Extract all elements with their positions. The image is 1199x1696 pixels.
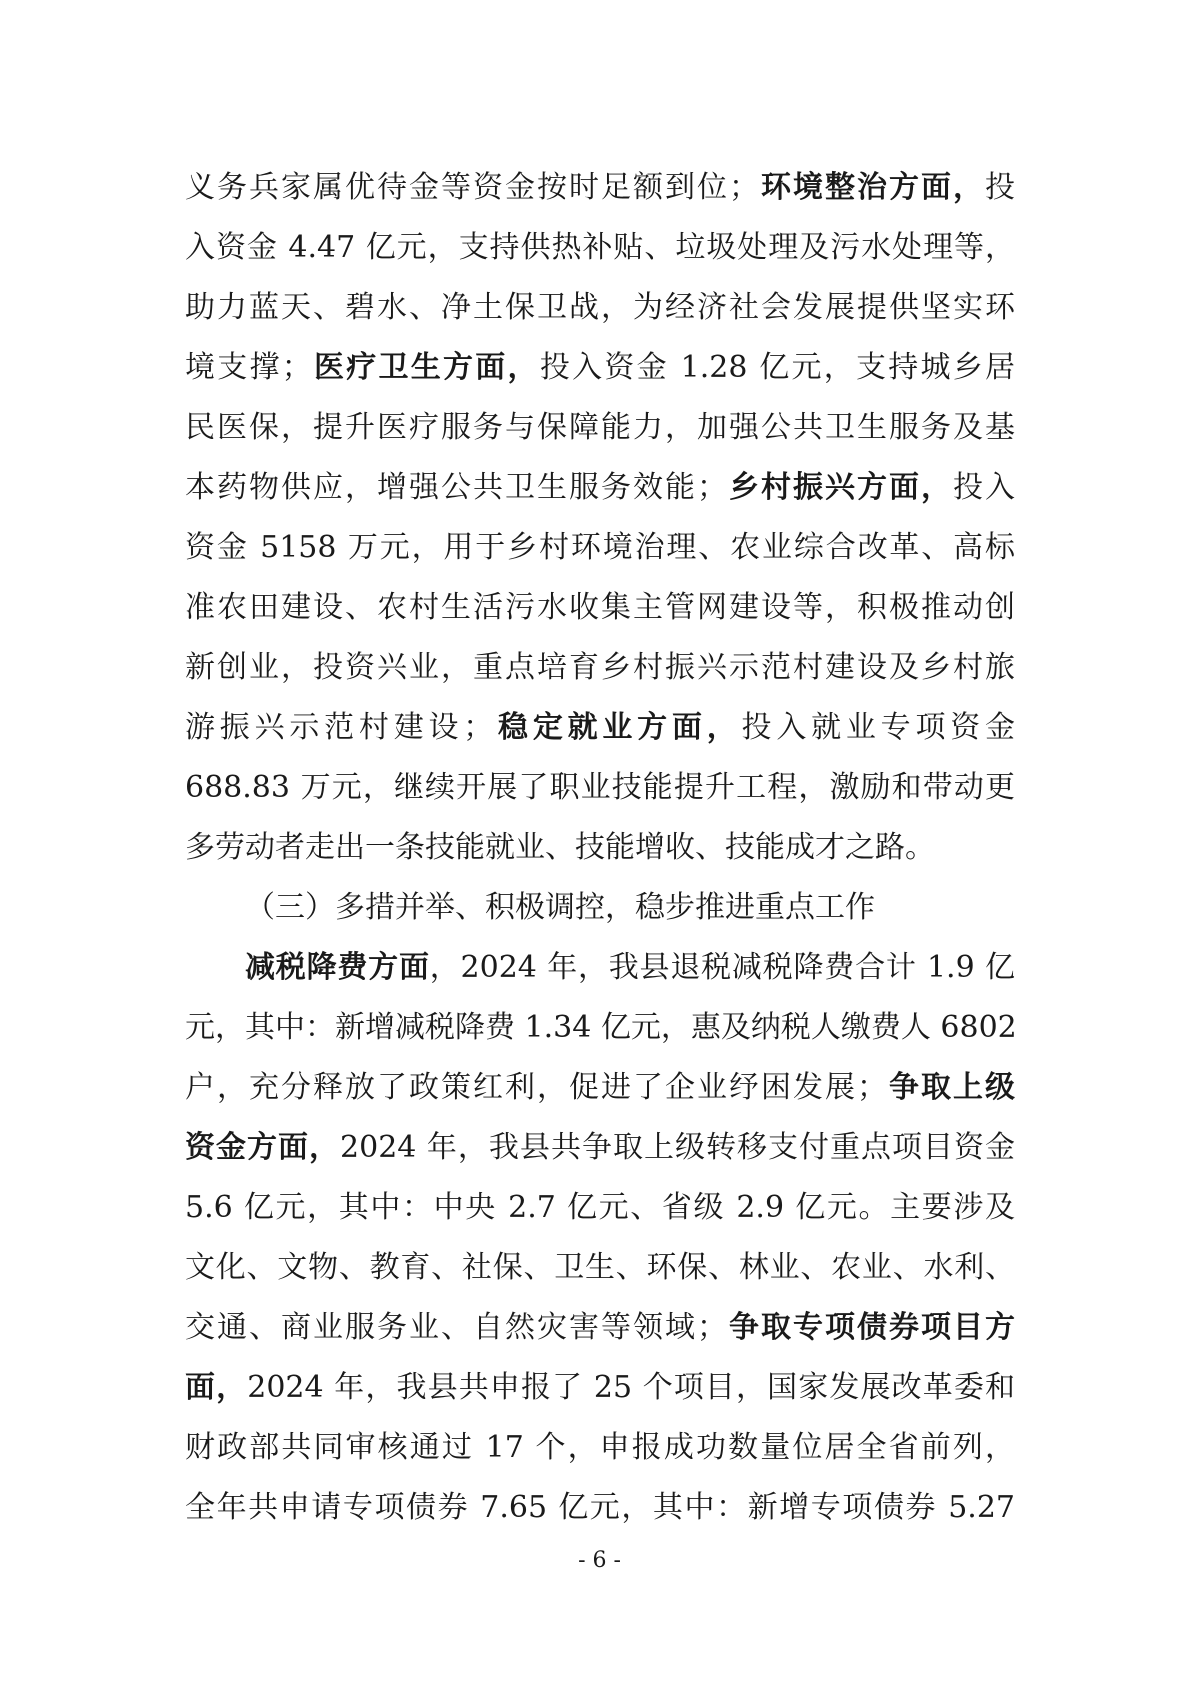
body-text: [185, 158, 1015, 1538]
text-line: 多劳动者走出一条技能就业、技能增收、技能成才之路。: [185, 830, 935, 865]
text-line: 资金 5158 万元，用于乡村环境治理、农业综合改革、高标: [185, 530, 1015, 565]
text-line: 文化、文物、教育、社保、卫生、环保、林业、农业、水利、: [185, 1250, 1015, 1285]
text-line: 新创业，投资兴业，重点培育乡村振兴示范村建设及乡村旅: [185, 650, 1015, 685]
section-heading: （三）多措并举、积极调控，稳步推进重点工作: [245, 890, 875, 925]
text-line: 元，其中：新增减税降费 1.34 亿元，惠及纳税人缴费人 6802: [185, 1010, 1017, 1045]
text-line: 交通、商业服务业、自然灾害等领域；争取专项债券项目方: [185, 1310, 1015, 1345]
text-line: 境支撑；医疗卫生方面，投入资金 1.28 亿元，支持城乡居: [185, 350, 1015, 385]
text-line: 民医保，提升医疗服务与保障能力，加强公共卫生服务及基: [185, 410, 1015, 445]
text-line: 准农田建设、农村生活污水收集主管网建设等，积极推动创: [185, 590, 1015, 625]
text-line: 减税降费方面，2024 年，我县退税减税降费合计 1.9 亿: [245, 950, 1016, 985]
text-line: 资金方面，2024 年，我县共争取上级转移支付重点项目资金: [185, 1130, 1016, 1165]
text-line: 财政部共同审核通过 17 个，申报成功数量位居全省前列，: [185, 1430, 1015, 1465]
text-line: 户，充分释放了政策红利，促进了企业纾困发展；争取上级: [185, 1070, 1015, 1105]
text-line: 入资金 4.47 亿元，支持供热补贴、垃圾处理及污水处理等，: [185, 230, 1015, 265]
text-line: 义务兵家属优待金等资金按时足额到位；环境整治方面，投: [185, 170, 1015, 205]
text-line: 688.83 万元，继续开展了职业技能提升工程，激励和带动更: [185, 770, 1015, 805]
text-line: 面，2024 年，我县共申报了 25 个项目，国家发展改革委和: [185, 1370, 1016, 1405]
text-line: 5.6 亿元，其中：中央 2.7 亿元、省级 2.9 亿元。主要涉及: [185, 1190, 1015, 1225]
page-number: - 6 -: [578, 1548, 621, 1573]
text-line: 本药物供应，增强公共卫生服务效能；乡村振兴方面，投入: [185, 470, 1015, 505]
text-line: 游振兴示范村建设；稳定就业方面，投入就业专项资金: [185, 710, 1016, 745]
text-line: 助力蓝天、碧水、净土保卫战，为经济社会发展提供坚实环: [185, 290, 1015, 325]
text-line: 全年共申请专项债券 7.65 亿元，其中：新增专项债券 5.27: [185, 1490, 1015, 1525]
